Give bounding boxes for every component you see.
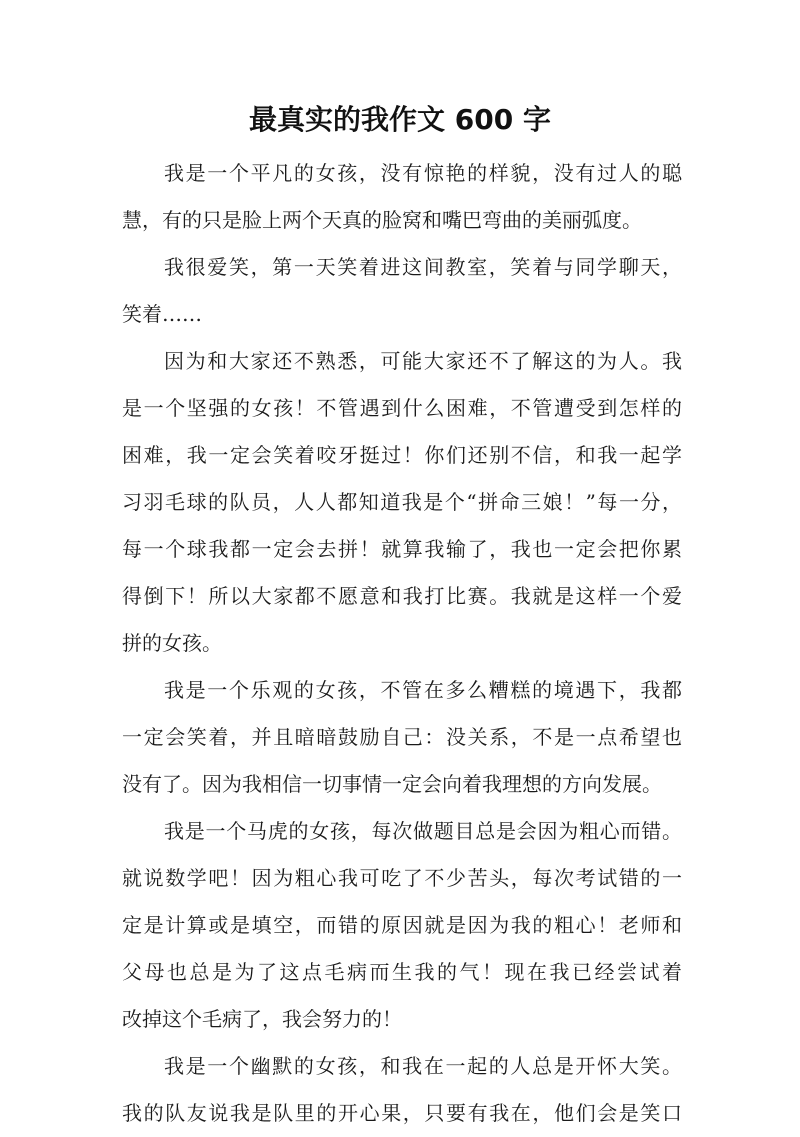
text-line: 改掉这个毛病了，我会努力的！	[122, 1007, 402, 1031]
text-line: 我是一个平凡的女孩，没有惊艳的样貌，没有过人的聪	[164, 161, 682, 185]
paragraph	[122, 338, 682, 667]
text-line: 我是一个幽默的女孩，和我在一起的人总是开怀大笑。	[164, 1054, 682, 1078]
text-line: 慧，有的只是脸上两个天真的脸窝和嘴巴弯曲的美丽弧度。	[122, 208, 642, 232]
text-line: 定是计算或是填空，而错的原因就是因为我的粗心！老师和	[122, 913, 682, 937]
text-line: 一定会笑着，并且暗暗鼓励自己：没关系，不是一点希望也	[122, 725, 682, 749]
text-line: 我是一个马虎的女孩，每次做题目总是会因为粗心而错。	[164, 819, 682, 843]
document-body	[122, 150, 682, 1137]
text-line: 困难，我一定会笑着咬牙挺过！你们还别不信，和我一起学	[122, 443, 682, 467]
paragraph	[122, 150, 682, 244]
text-line: 就说数学吧！因为粗心我可吃了不少苦头，每次考试错的一	[122, 866, 682, 890]
document-title: 最真实的我作文 600 字	[249, 103, 551, 136]
paragraph	[122, 1043, 682, 1137]
text-line: 是一个坚强的女孩！不管遇到什么困难，不管遭受到怎样的	[122, 396, 682, 420]
paragraph	[122, 667, 682, 808]
text-line: 父母也总是为了这点毛病而生我的气！现在我已经尝试着	[122, 960, 682, 984]
text-line: 每一个球我都一定会去拼！就算我输了，我也一定会把你累	[122, 537, 682, 561]
paragraph	[122, 244, 682, 338]
text-line: 因为和大家还不熟悉，可能大家还不了解这的为人。我	[164, 349, 682, 373]
text-line: 我的队友说我是队里的开心果，只要有我在，他们会是笑口	[122, 1101, 682, 1125]
text-line: 习羽毛球的队员，人人都知道我是个“拼命三娘！”每一分，	[122, 490, 682, 514]
text-line: 我是一个乐观的女孩，不管在多么糟糕的境遇下，我都	[164, 678, 682, 702]
text-line: 没有了。因为我相信一切事情一定会向着我理想的方向发展。	[122, 772, 662, 796]
paragraph	[122, 808, 682, 1043]
text-line: 我很爱笑，第一天笑着进这间教室，笑着与同学聊天，	[164, 255, 682, 279]
text-line: 笑着……	[122, 302, 202, 326]
text-line: 拼的女孩。	[122, 631, 222, 655]
text-line: 得倒下！所以大家都不愿意和我打比赛。我就是这样一个爱	[122, 584, 682, 608]
